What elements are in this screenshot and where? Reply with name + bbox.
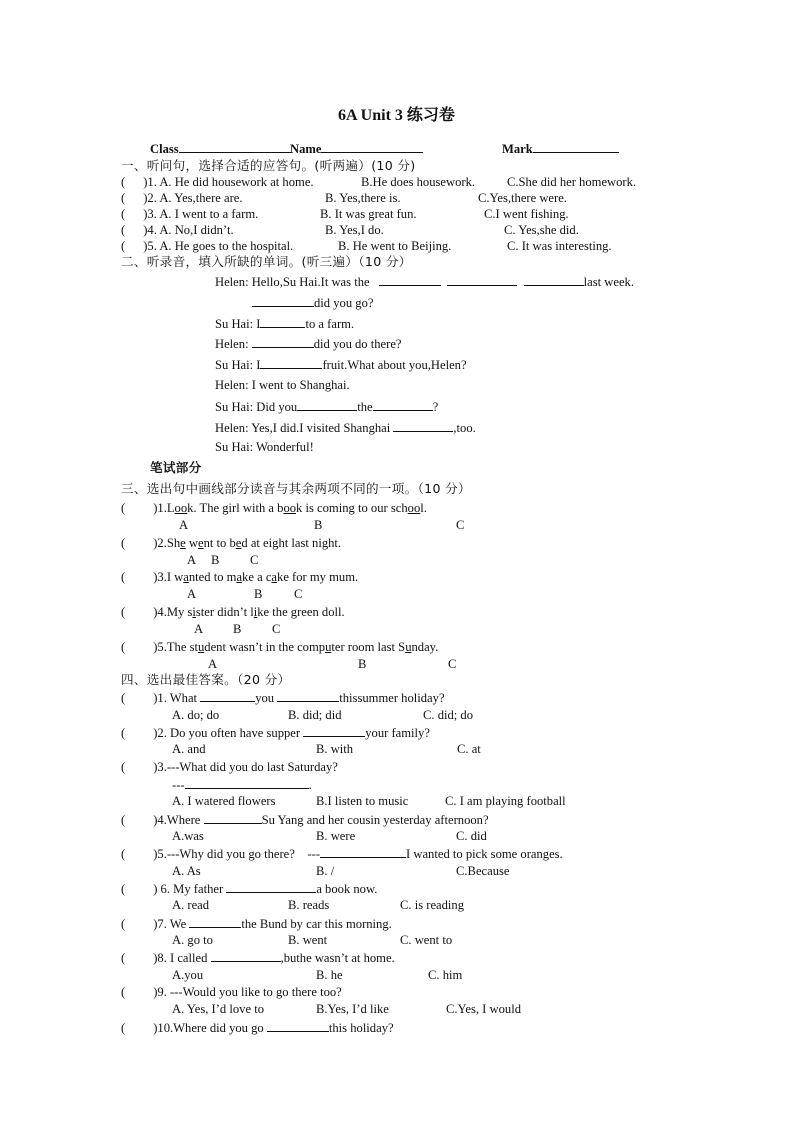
s4-q2: ( )2. Do you often have supper your family? xyxy=(121,726,430,740)
s1-q2-b: B. Yes,there is. xyxy=(325,191,401,205)
s3-q1-label-b: B xyxy=(314,518,323,532)
s4-q3-b: B.I listen to music xyxy=(316,794,409,808)
s4-q9: ( )9. ---Would you like to go there too? xyxy=(121,985,342,999)
section-2-heading: 二、听录音，填入所缺的单词。(听三遍）（10 分） xyxy=(121,254,412,269)
s3-q5: ( )5.The student wasn’t in the computer room last Sunday. xyxy=(121,640,439,654)
s4-q5: ( )5.---Why did you go there? --- I wanted to pick some oranges. xyxy=(121,847,563,861)
s4-q6-b: B. reads xyxy=(288,898,330,912)
section-1-heading: 一、听问句，选择合适的应答句。(听两遍）(10 分) xyxy=(121,158,416,173)
s3-q2-label-b: B xyxy=(211,553,220,567)
s3-q3-label-c: C xyxy=(294,587,303,601)
written-part-heading: 笔试部分 xyxy=(150,460,202,475)
dialog-line-9: Su Hai: Wonderful! xyxy=(215,440,314,454)
section-4-heading: 四、选出最佳答案。（20 分） xyxy=(121,672,291,687)
s3-q2: ( )2.She went to bed at eight last night. xyxy=(121,536,342,550)
s4-q4-c: C. did xyxy=(456,829,487,843)
dialog-line-6: Helen: I went to Shanghai. xyxy=(215,378,350,392)
s3-q5-label-b: B xyxy=(358,657,367,671)
s4-q4: ( )4.Where Su Yang and her cousin yesterday afternoon? xyxy=(121,813,489,827)
dialog-line-5: Su Hai: I fruit.What about you,Helen? xyxy=(215,358,467,372)
dialog-line-8: Helen: Yes,I did.I visited Shanghai ,too. xyxy=(215,421,476,435)
name-field: Name xyxy=(290,141,423,157)
s1-q3-b: B. It was great fun. xyxy=(320,207,417,221)
s1-q4: ( )4. A. No,I didn’t. xyxy=(121,223,234,237)
s4-q3-answer-line: --- . xyxy=(172,778,312,792)
s1-q1-c: C.She did her homework. xyxy=(507,175,637,189)
dialog-line-1: Helen: Hello,Su Hai.It was the last week. xyxy=(215,275,634,289)
s4-q3-a: A. I watered flowers xyxy=(172,794,276,808)
s4-q5-a: A. As xyxy=(172,864,201,878)
s3-q1-label-c: C xyxy=(456,518,465,532)
s1-q3: ( )3. A. I went to a farm. xyxy=(121,207,259,221)
s1-q5: ( )5. A. He goes to the hospital. xyxy=(121,239,294,253)
s4-q7-a: A. go to xyxy=(172,933,213,947)
s4-q4-b: B. were xyxy=(316,829,356,843)
s4-q5-b: B. / xyxy=(316,864,335,878)
s4-q3-c: C. I am playing football xyxy=(445,794,566,808)
s3-q4: ( )4.My sister didn’t like the green doll. xyxy=(121,605,345,619)
s3-q3: ( )3.I wanted to make a cake for my mum. xyxy=(121,570,359,584)
s1-q3-c: C.I went fishing. xyxy=(484,207,569,221)
s1-q5-c: C. It was interesting. xyxy=(507,239,612,253)
s4-q7-b: B. went xyxy=(288,933,328,947)
s4-q1-c: C. did; do xyxy=(423,708,474,722)
s4-q8-a: A.you xyxy=(172,968,204,982)
s4-q1: ( )1. What you thissummer holiday? xyxy=(121,691,445,705)
s4-q8: ( )8. I called ,buthe wasn’t at home. xyxy=(121,951,395,965)
s4-q2-a: A. and xyxy=(172,742,206,756)
s4-q5-c: C.Because xyxy=(456,864,510,878)
mark-field: Mark xyxy=(502,141,619,157)
s3-q2-label-a: A xyxy=(187,553,197,567)
s3-q1: ( )1.Look. The girl with a book is coming to our school. xyxy=(121,501,427,515)
s1-q4-c: C. Yes,she did. xyxy=(504,223,579,237)
dialog-line-2: did you go? xyxy=(252,295,373,311)
s3-q2-label-c: C xyxy=(250,553,259,567)
s4-q8-b: B. he xyxy=(316,968,343,982)
s3-q4-label-a: A xyxy=(194,622,204,636)
s4-q9-b: B.Yes, I’d like xyxy=(316,1002,389,1016)
s1-q1: ( )1. A. He did housework at home. xyxy=(121,175,314,189)
section-3-heading: 三、选出句中画线部分读音与其余两项不同的一项。（10 分） xyxy=(121,481,471,496)
s3-q3-label-b: B xyxy=(254,587,263,601)
s4-q6-c: C. is reading xyxy=(400,898,465,912)
s3-q4-label-c: C xyxy=(272,622,281,636)
dialog-line-7: Su Hai: Did you the ? xyxy=(215,400,439,414)
s3-q4-label-b: B xyxy=(233,622,242,636)
s4-q6: ( ) 6. My father a book now. xyxy=(121,882,378,896)
page-title: 6A Unit 3 练习卷 xyxy=(338,107,455,124)
s4-q2-b: B. with xyxy=(316,742,354,756)
s4-q7: ( )7. We the Bund by car this morning. xyxy=(121,917,392,931)
s3-q5-label-a: A xyxy=(208,657,218,671)
s3-q5-label-c: C xyxy=(448,657,457,671)
s4-q1-b: B. did; did xyxy=(288,708,342,722)
s4-q2-c: C. at xyxy=(457,742,481,756)
class-field: Class xyxy=(150,141,291,157)
s1-q2: ( )2. A. Yes,there are. xyxy=(121,191,243,205)
s1-q1-b: B.He does housework. xyxy=(361,175,476,189)
s4-q1-a: A. do; do xyxy=(172,708,220,722)
s4-q3: ( )3.---What did you do last Saturday? xyxy=(121,760,338,774)
s4-q7-c: C. went to xyxy=(400,933,453,947)
s1-q5-b: B. He went to Beijing. xyxy=(338,239,452,253)
s1-q4-b: B. Yes,I do. xyxy=(325,223,384,237)
dialog-line-3: Su Hai: I to a farm. xyxy=(215,317,355,331)
s4-q9-c: C.Yes, I would xyxy=(446,1002,521,1016)
s3-q3-label-a: A xyxy=(187,587,197,601)
s1-q2-c: C.Yes,there were. xyxy=(478,191,567,205)
s4-q4-a: A.was xyxy=(172,829,204,843)
s4-q9-a: A. Yes, I’d love to xyxy=(172,1002,265,1016)
s4-q6-a: A. read xyxy=(172,898,210,912)
s3-q1-label-a: A xyxy=(179,518,189,532)
dialog-line-4: Helen: did you do there? xyxy=(215,337,402,351)
s4-q8-c: C. him xyxy=(428,968,463,982)
s4-q10: ( )10.Where did you go this holiday? xyxy=(121,1021,394,1035)
